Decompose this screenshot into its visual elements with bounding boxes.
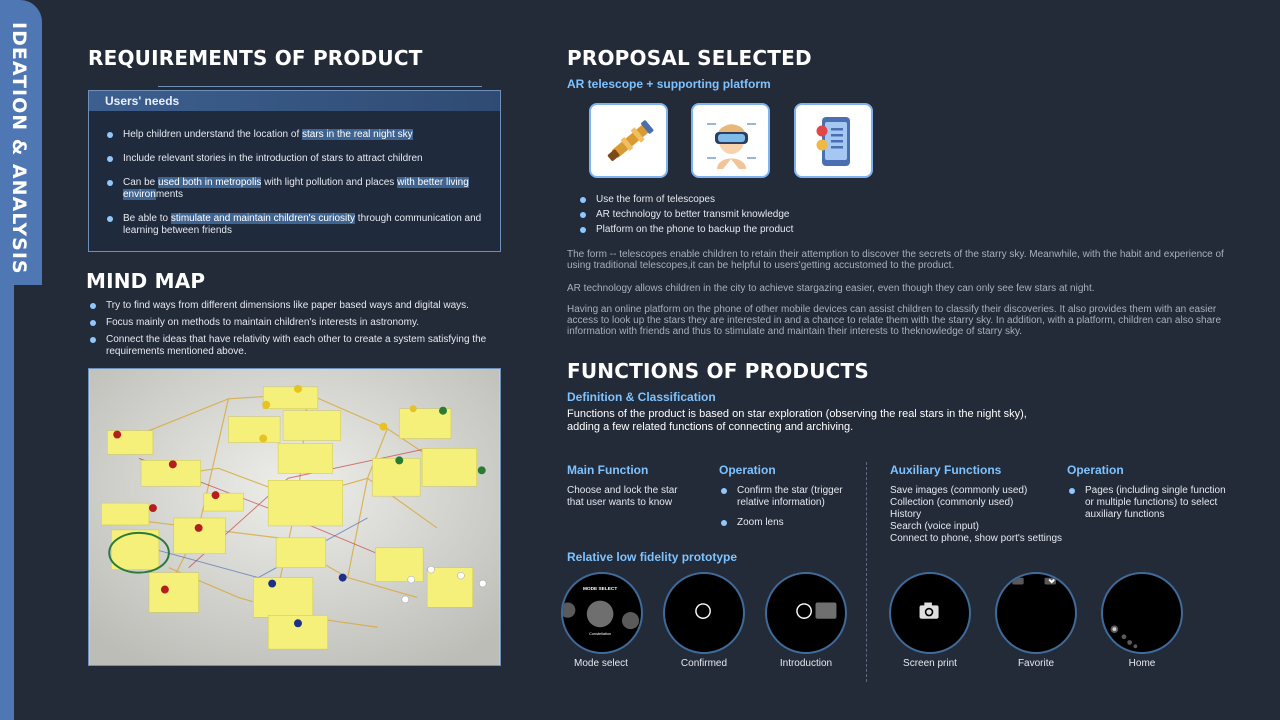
vr-card: [691, 103, 770, 178]
proposal-paragraph-platform: Having an online platform on the phone of other mobile devices can assist children to classify their discoveries. It also provides them with an easier access to look up the stars they are interested in and a chance to relate them with the starry sky. In addition, with a platform, children can also share information with friends and thus to stimulate and maintain their interests to theknowledge of starry sky.: [567, 304, 1222, 337]
auxiliary-functions-heading: Auxiliary Functions: [890, 463, 1002, 477]
proposal-bullets: [578, 194, 978, 239]
proposal-bullet: Platform on the phone to backup the product: [578, 224, 978, 236]
operation-heading-main: Operation: [719, 463, 776, 477]
prototype-label-screen-print: Screen print: [903, 658, 957, 669]
need-item: Include relevant stories in the introduction of stars to attract children: [105, 153, 485, 165]
users-needs-box: [88, 90, 501, 252]
operation-list-main: [719, 485, 854, 529]
prototype-mode-select: [561, 572, 643, 654]
side-tab-ribbon: [0, 270, 14, 720]
phone-card: [794, 103, 873, 178]
operation-heading-aux: Operation: [1067, 463, 1124, 477]
prototype-label-mode-select: Mode select: [574, 658, 628, 669]
auxiliary-functions-text: Save images (commonly used) Collection (commonly used) History Search (voice input) Connect to phone, show port's settings: [890, 485, 1063, 544]
prototype-heading: Relative low fidelity prototype: [567, 550, 738, 564]
operation-item: Pages (including single function or multiple functions) to select auxiliary functions: [1067, 485, 1227, 521]
mode-select-screen-title: MODE SELECT: [582, 587, 618, 593]
operation-item: Confirm the star (trigger relative information): [719, 485, 854, 509]
favorite-screen: [997, 574, 1075, 652]
mindmap-item: Try to find ways from different dimensions like paper based ways and digital ways.: [88, 300, 498, 312]
need-item: Can be used both in metropolis with light pollution and places with better living environments: [105, 177, 485, 201]
mindmap-photo-illustration: [89, 369, 500, 665]
users-needs-title: Users' needs: [105, 94, 180, 108]
mindmap-title: MIND MAP: [86, 269, 206, 293]
prototype-favorite: [995, 572, 1077, 654]
need-item: Help children understand the location of stars in the real night sky: [105, 129, 485, 141]
proposal-subtitle: AR telescope + supporting platform: [567, 77, 771, 91]
mindmap-photo: [88, 368, 501, 666]
camera-icon: [891, 574, 969, 652]
prototype-label-confirmed: Confirmed: [680, 658, 728, 669]
vr-headset-icon: [703, 113, 760, 170]
telescope-icon: [601, 113, 658, 170]
mindmap-item: Focus mainly on methods to maintain children's interests in astronomy.: [88, 317, 498, 329]
needs-divider: [158, 86, 482, 87]
proposal-paragraph-ar: AR technology allows children in the city to achieve stargazing easier, even though they can only see few stars at night.: [567, 283, 1095, 294]
phone-app-icon: [806, 113, 863, 170]
prototype-label-home: Home: [1128, 658, 1156, 669]
main-function-heading: Main Function: [567, 463, 649, 477]
need-item: Be able to stimulate and maintain children's curiosity through communication and learning between friends: [105, 213, 485, 237]
proposal-bullet: AR technology to better transmit knowledge: [578, 209, 978, 221]
users-needs-header: [89, 91, 500, 111]
main-function-text: Choose and lock the star that user wants to know: [567, 485, 678, 508]
proposal-title: PROPOSAL SELECTED: [567, 46, 812, 70]
operation-list-aux: [1067, 485, 1227, 521]
requirements-title: REQUIREMENTS OF PRODUCT: [88, 46, 423, 70]
functions-subtitle: Definition & Classification: [567, 390, 716, 404]
proposal-bullet: Use the form of telescopes: [578, 194, 978, 206]
prototype-home: [1101, 572, 1183, 654]
mode-select-screen-caption: Constellation: [589, 631, 612, 636]
side-tab-label: IDEATION & ANALYSIS: [8, 22, 30, 275]
home-screen: [1103, 574, 1181, 652]
prototype-introduction: [765, 572, 847, 654]
mindmap-item: Connect the ideas that have relativity with each other to create a system satisfying the requirements mentioned above.: [88, 334, 498, 358]
functions-description: Functions of the product is based on star exploration (observing the real stars in the night sky), adding a few related functions of connecting and archiving.: [567, 408, 1027, 433]
side-tab: [0, 0, 42, 720]
prototype-screen-print: [889, 572, 971, 654]
prototype-label-favorite: Favorite: [1017, 658, 1055, 669]
mindmap-list: [88, 300, 498, 363]
mode-select-screen: [563, 574, 641, 652]
functions-divider: [866, 462, 867, 682]
introduction-screen: [767, 574, 845, 652]
functions-title: FUNCTIONS OF PRODUCTS: [567, 359, 869, 383]
prototype-label-introduction: Introduction: [779, 658, 833, 669]
proposal-paragraph-form: The form -- telescopes enable children to retain their attemption to discover the secrets of the starry sky. Meanwhile, with the habit and experience of using traditional telescopes,it can be helpful to users'getting accustomed to the product.: [567, 249, 1224, 271]
telescope-card: [589, 103, 668, 178]
operation-item: Zoom lens: [719, 517, 854, 529]
confirmed-screen: [665, 574, 743, 652]
prototype-confirmed: [663, 572, 745, 654]
users-needs-list: [105, 129, 485, 249]
